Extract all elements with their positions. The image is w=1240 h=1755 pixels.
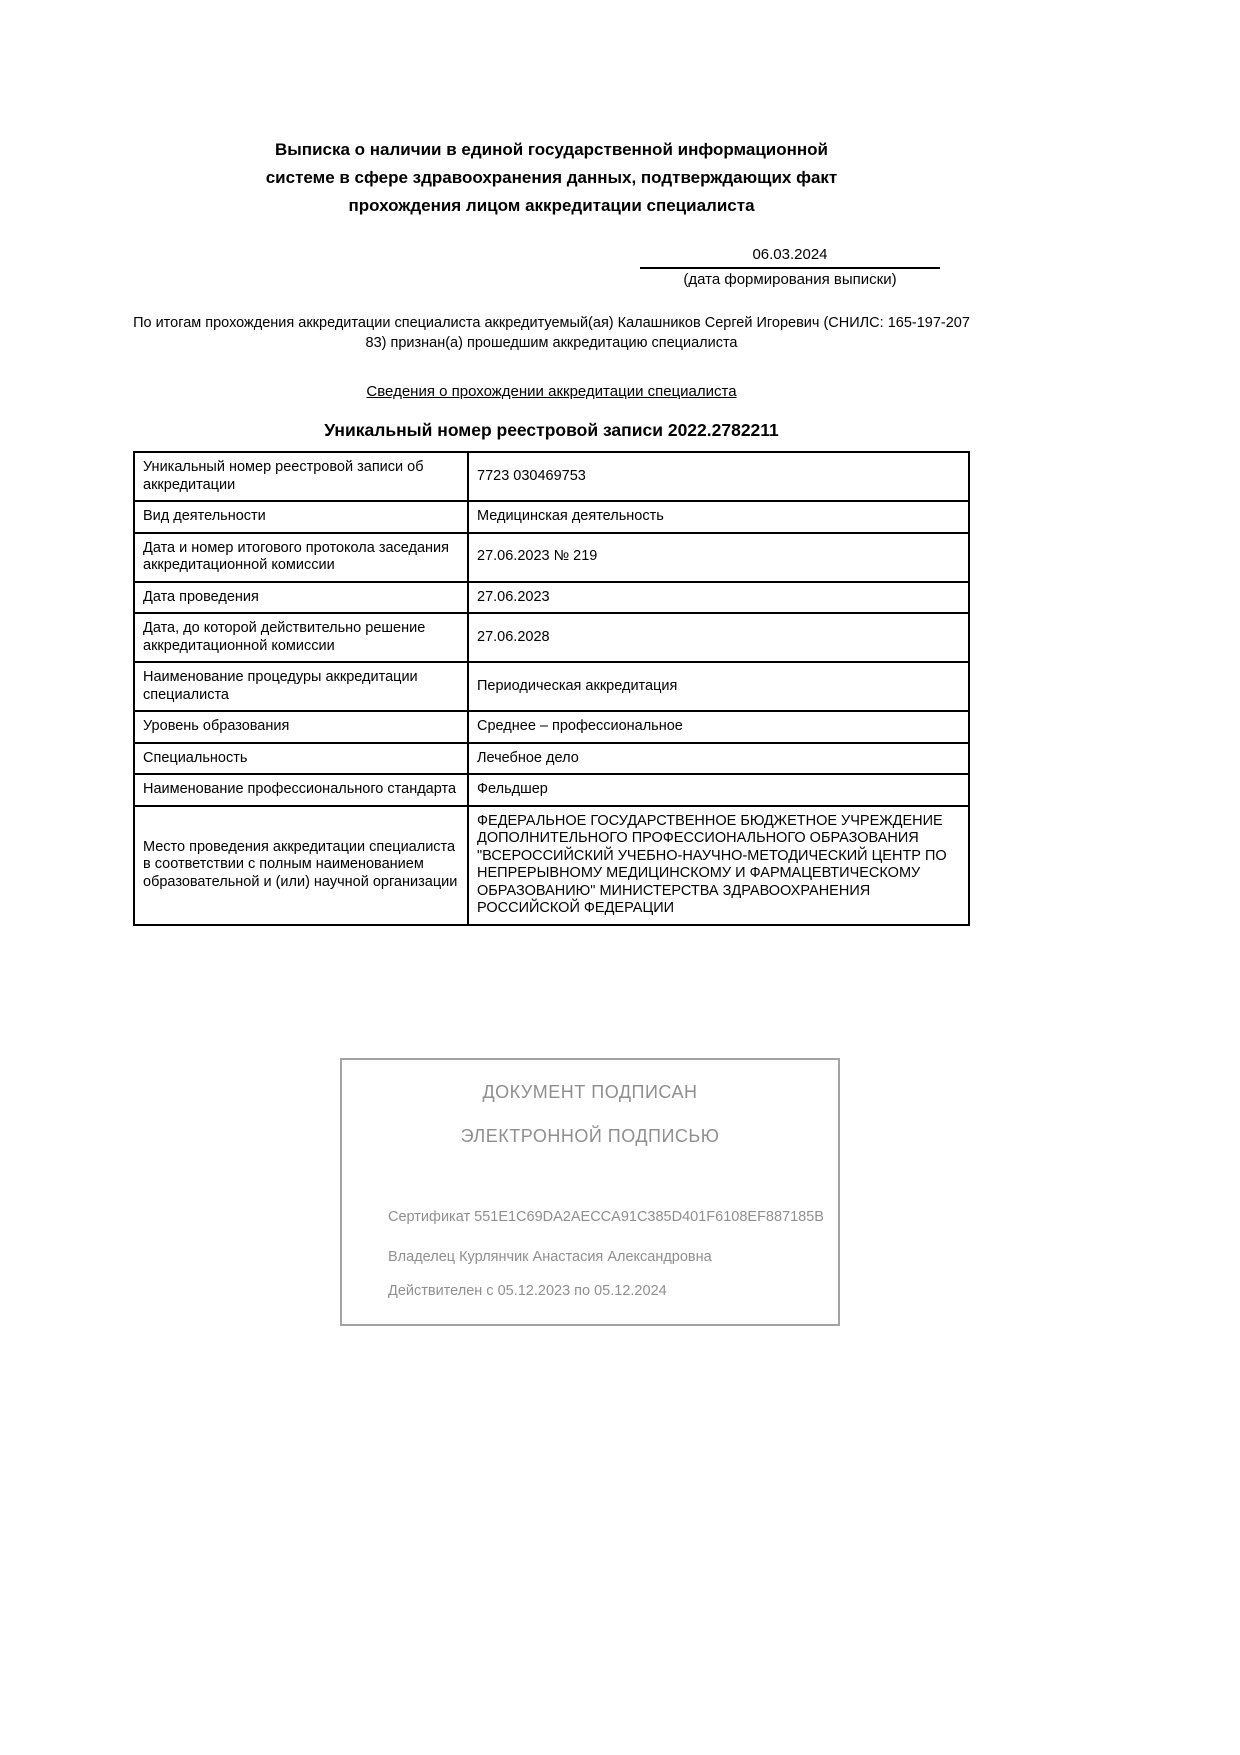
- row-label: Уникальный номер реестровой записи об аккредитации: [134, 452, 468, 501]
- document-content: [133, 0, 970, 1326]
- row-value: 7723 030469753: [468, 452, 969, 501]
- table-row: [134, 662, 969, 711]
- page-title-line: системе в сфере здравоохранения данных, подтверждающих факт: [265, 168, 838, 187]
- row-label: Уровень образования: [134, 711, 468, 743]
- signature-owner: Владелец Курлянчик Анастасия Александровна: [388, 1248, 712, 1265]
- row-value: 27.06.2023: [468, 582, 969, 614]
- formation-date-value: 06.03.2024: [640, 246, 940, 269]
- intro-paragraph: По итогам прохождения аккредитации специалиста аккредитуемый(ая) Калашников Сергей Игоревич (СНИЛС: 165-197-207 83) признан(а) прошедшим аккредитацию специалиста: [133, 315, 970, 351]
- registry-record-heading: Уникальный номер реестровой записи 2022.2782211: [324, 420, 779, 440]
- table-row: [134, 743, 969, 775]
- table-row: [134, 582, 969, 614]
- section-heading: Сведения о прохождении аккредитации специалиста: [366, 383, 737, 400]
- row-value: Медицинская деятельность: [468, 501, 969, 533]
- row-value: 27.06.2028: [468, 613, 969, 662]
- row-label: Специальность: [134, 743, 468, 775]
- formation-date-block: [640, 246, 940, 289]
- accreditation-table: [133, 451, 970, 926]
- table-row: [134, 711, 969, 743]
- row-value: Среднее – профессиональное: [468, 711, 969, 743]
- page-title-line: прохождения лицом аккредитации специалиста: [348, 196, 755, 215]
- page-title-line: Выписка о наличии в единой государственной информационной: [275, 140, 828, 159]
- row-value: Периодическая аккредитация: [468, 662, 969, 711]
- table-row: [134, 501, 969, 533]
- row-value: ФЕДЕРАЛЬНОЕ ГОСУДАРСТВЕННОЕ БЮДЖЕТНОЕ УЧРЕЖДЕНИЕ ДОПОЛНИТЕЛЬНОГО ПРОФЕССИОНАЛЬНОГО ОБРАЗОВАНИЯ "ВСЕРОССИЙСКИЙ УЧЕБНО-НАУЧНО-МЕТОДИЧЕСКИЙ ЦЕНТР ПО НЕПРЕРЫВНОМУ МЕДИЦИНСКОМУ И ФАРМАЦЕВТИЧЕСКОМУ ОБРАЗОВАНИЮ" МИНИСТЕРСТВА ЗДРАВООХРАНЕНИЯ РОССИЙСКОЙ ФЕДЕРАЦИИ: [468, 806, 969, 925]
- row-label: Наименование процедуры аккредитации специалиста: [134, 662, 468, 711]
- row-value: Лечебное дело: [468, 743, 969, 775]
- signature-header-line2: ЭЛЕКТРОННОЙ ПОДПИСЬЮ: [460, 1125, 720, 1146]
- row-label: Дата проведения: [134, 582, 468, 614]
- table-row: [134, 452, 969, 501]
- row-value: Фельдшер: [468, 774, 969, 806]
- row-label: Дата и номер итогового протокола заседания аккредитационной комиссии: [134, 533, 468, 582]
- digital-signature-stamp: [340, 1058, 840, 1326]
- table-row: [134, 533, 969, 582]
- signature-validity: Действителен с 05.12.2023 по 05.12.2024: [388, 1282, 667, 1299]
- row-label: Дата, до которой действительно решение аккредитационной комиссии: [134, 613, 468, 662]
- table-row: [134, 613, 969, 662]
- formation-date-caption: (дата формирования выписки): [683, 271, 897, 288]
- table-row: [134, 806, 969, 925]
- row-label: Наименование профессионального стандарта: [134, 774, 468, 806]
- signature-header-line1: ДОКУМЕНТ ПОДПИСАН: [482, 1081, 698, 1102]
- row-value: 27.06.2023 № 219: [468, 533, 969, 582]
- row-label: Место проведения аккредитации специалиста в соответствии с полным наименованием образовательной и (или) научной организации: [134, 806, 468, 925]
- signature-certificate: Сертификат 551E1C69DA2AECCA91C385D401F6108EF887185B: [388, 1208, 824, 1225]
- page-title: [133, 136, 970, 220]
- table-row: [134, 774, 969, 806]
- row-label: Вид деятельности: [134, 501, 468, 533]
